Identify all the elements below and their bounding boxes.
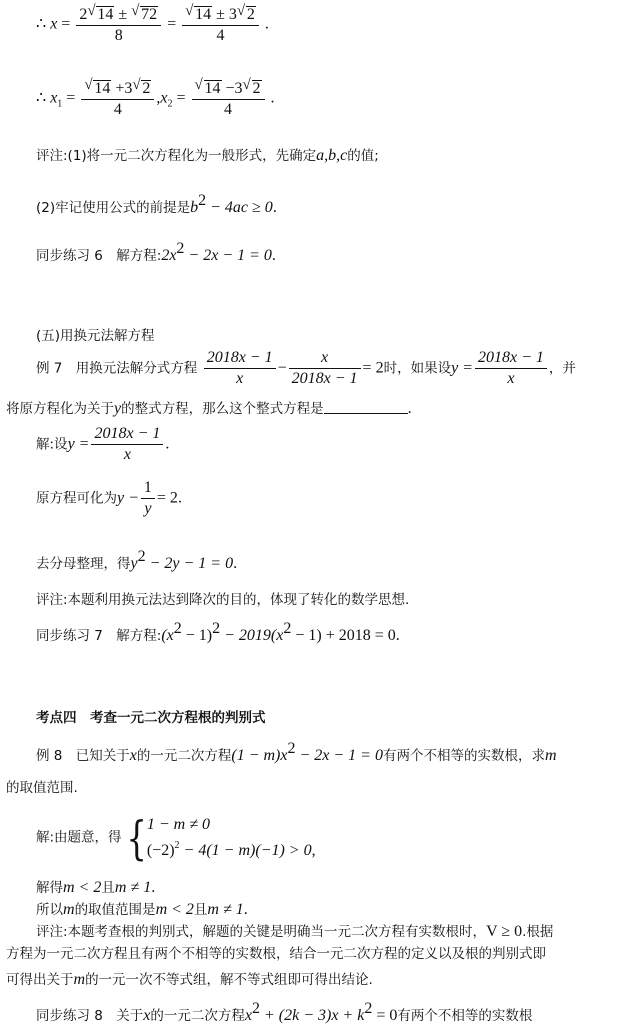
note-8-line-2: 方程为一元二次方程且有两个不相等的实数根，结合一元二次方程的定义以及根的判别式即 [6,946,546,962]
example-8-continued: 的取值范围. [6,780,78,796]
example-7: 例 7 用换元法解分式方程 $\frac{2018x - 1}{x}$ − $\frac{x}{2018x - 1}$ = 2时，如果设y = $\frac{2018x - 1}{x}$ ，并 [36,349,576,387]
reduced-equation-7: 原方程可化为y − $\frac{1}{y}$ = 2. [36,479,182,517]
system-row-2: $(-2)^2 - 4(1 - m)(-1) > 0$, [146,840,316,859]
fraction-1: $\frac{2√ 14 \pm √ 72}{8}$ [76,6,161,44]
note-1: 评注:(1)将一元二次方程化为一般形式，先确定a,b,c的值; [36,147,379,164]
note-8-line-1: 评注:本题考查根的判别式，解题的关键是明确当一元二次方程有实数根时，V ≥ 0.根据 [36,923,554,940]
system-row-1: 1 − m ≠ 0 [146,816,210,833]
note-8-line-3: 可得出关于m的一元一次不等式组，解不等式组即可得出结论. [6,971,373,988]
ex7-fraction-1: $\frac{2018x - 1}{x}$ [204,350,276,387]
sol7-fraction: $\frac{2018x - 1}{x}$ [91,426,163,463]
solution-8-result: 解得m < 2且m ≠ 1. [36,879,156,896]
example-8: 例 8 已知关于x的一元二次方程$(1 - m)x^2 - 2x - 1 = 0$有两个不相等的实数根，求m [36,740,557,764]
equation-x-values: ∴ x = $\frac{2√ 14 \pm √ 72}{8}$ = √ $\frac{14 \pm 3√ 2}{4}$ . [36,6,269,44]
solution-8-range: 所以m的取值范围是m < 2且m ≠ 1. [36,901,248,918]
fraction-x1: √ $\frac{14 +3√ 2}{4}$ [81,80,154,118]
orig7-fraction: $\frac{1}{y}$ [141,480,155,517]
simplified-7: 去分母整理，得$y^2 - 2y - 1 = 0$. [36,548,238,572]
note-2: (2)牢记使用公式的前提是$b^2 - 4ac \ge 0$. [36,192,277,216]
exercise-6: 同步练习 6 解方程$:2x^2 - 2x - 1 = 0$. [36,240,276,264]
left-brace: { [125,811,147,865]
fraction-x2: √ $\frac{14 -3√ 2}{4}$ [192,80,265,118]
equation-x1-x2: ∴ $x_1$ = √ $\frac{14 +3√ 2}{4}$ $,x_2$ = √ $\frac{14 -3√ 2}{4}$ . [36,80,275,118]
section-4-title: 考点四 考查一元二次方程根的判别式 [36,710,266,726]
example-7-continued: 将原方程化为关于y的整式方程，那么这个整式方程是 . [6,400,412,417]
solution-7: 解:设y = $\frac{2018x - 1}{x}$ . [36,425,170,463]
note-7: 评注:本题利用换元法达到降次的目的，体现了转化的数学思想. [36,592,410,608]
fraction-2: √ $\frac{14 \pm 3√ 2}{4}$ [182,6,259,44]
inequality-system [147,812,316,864]
ex7-fraction-2: $\frac{x}{2018x - 1}$ [289,350,361,387]
exercise-8: 同步练习 8 关于x的一元二次方程$x^2 + (2k - 3)x + k^2 = 0$有两个不相等的实数根 [36,1000,533,1024]
exercise-7: 同步练习 7 解方程$:(x^2 - 1)^2 - 2019(x^2 - 1) + 2018 = 0$. [36,620,400,644]
solution-8-system: 解:由题意，得{ 1 − m ≠ 0 $(-2)^2 - 4(1 - m)(-1) > 0$, [36,811,316,865]
section-5-title: (五)用换元法解方程 [36,328,155,344]
answer-blank [324,400,408,414]
ex7-fraction-3: $\frac{2018x - 1}{x}$ [475,350,547,387]
